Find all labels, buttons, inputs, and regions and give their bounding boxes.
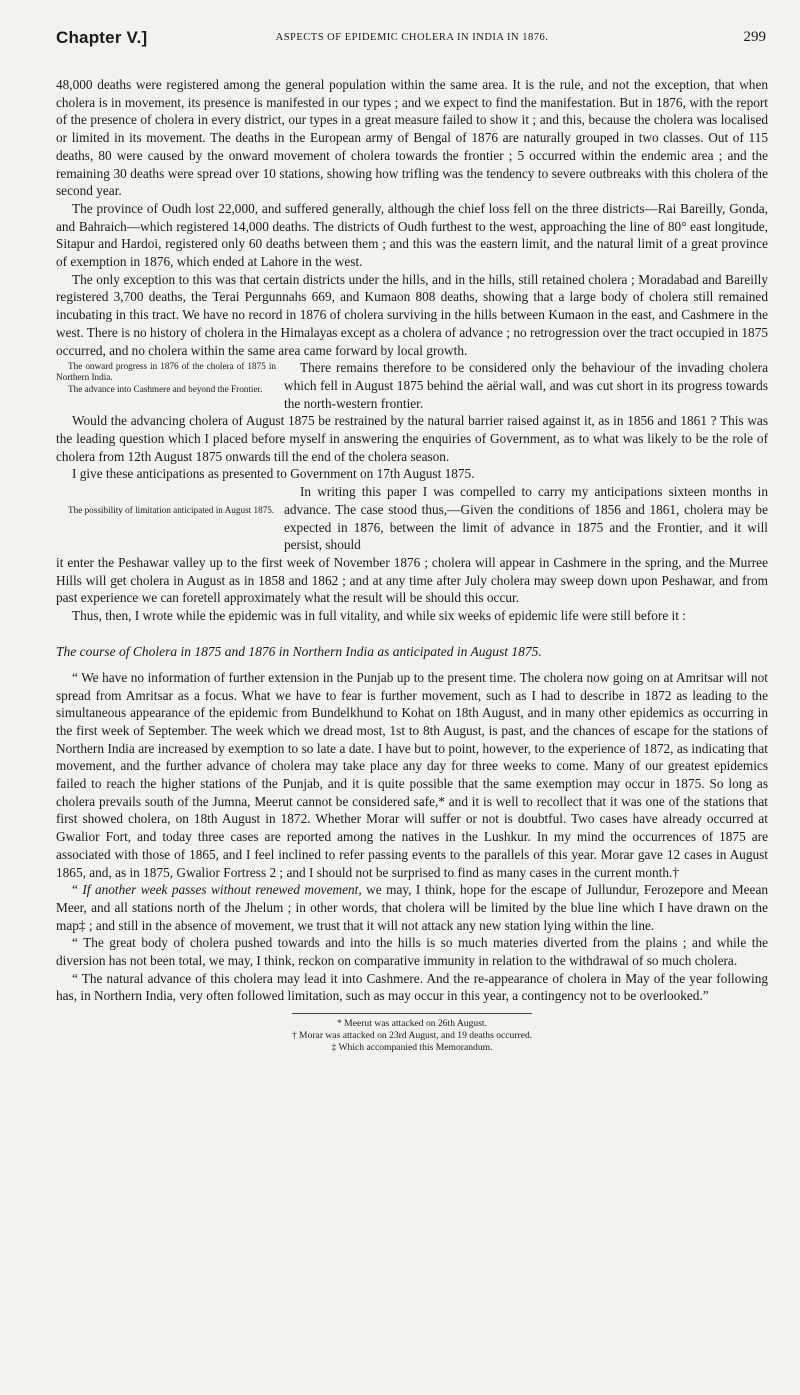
- paragraph: There remains therefore to be considered only the behaviour of the invading cholera which fell in August 1875 behind the aërial wall, and was cut short in its progress towards the north-western frontier.: [284, 360, 768, 411]
- quoted-paragraph: “ We have no information of further extension in the Punjab up to the present time. The cholera now going on at Amritsar will not spread from Amritsar as a focus. What we have to fear is further movement, such as I had to describe in 1872 as leading to the simultaneous appearance of the epidemic from Bundelkhund to Kohat on 18th August, and in many other epidemics as occurring in the first week of September. The week which we dread most, 1st to 8th August, is past, and the chances of escape for the stations of Northern India are increased by exemption to so late a date. I have but to point, however, to the experience of 1872, as indicating that movement, and the further advance of cholera may take place any day for three weeks to come. Many of our greatest epidemics failed to reach the higher stations of the Punjab, and it is quite possible that the same exemption may occur in 1875. So long as cholera prevails south of the Jumna, Meerut cannot be considered safe,* and it is well to recollect that it was one of the stations that first showed cholera, on 18th August in 1872. Whether Morar will suffer or not is doubtful. Two cases have already occurred at Gwalior Fort, and today three cases are reported among the natives in the Lushkur. In my mind the occurrences of 1875 are associated with those of 1865, and I feel inclined to refer passing events to the parallels of this year. Morar gave 12 cases in August 1865, and, as in 1875, Gwalior Fortress 2 ; and I should not be surprised to find as many cases in the current month.†: [56, 669, 768, 880]
- footnote: * Meerut was attacked on 26th August.: [336, 1018, 487, 1030]
- margin-note: [56, 359, 276, 395]
- page-header: [56, 28, 768, 52]
- page-number: 299: [743, 29, 766, 45]
- quoted-paragraph: “ The natural advance of this cholera may lead it into Cashmere. And the re-appearance of cholera in May of the year following has, in Northern India, very often followed limitation, such as may occur in this year, a contingency not to be overlooked.”: [56, 970, 768, 1004]
- paragraph: The only exception to this was that certain districts under the hills, and in the hills, still retained cholera ; Moradabad and Bareilly registered 3,700 deaths, the Terai Pergunnahs 669, and Kumaon 808 deaths, showing that a large body of cholera still remained incubating in this tract. We have no record in 1876 of cholera surviving in the hills between Kumaon in the east, and Cashmere in the west. There is no history of cholera in the Himalayas except as a cholera of advance ; no retrogression over the tract occupied in 1875 occurred, and no cholera within the same area came forward by local growth.: [56, 271, 768, 358]
- margin-note-line: The onward progress in 1876 of the cholera of 1875 in Northern India.: [56, 361, 276, 383]
- margin-note-line: The possibility of limitation anticipated in August 1875.: [68, 505, 275, 516]
- paragraph: Thus, then, I wrote while the epidemic was in full vitality, and while six weeks of epidemic life were still before it :: [72, 608, 686, 624]
- section-caption: The course of Cholera in 1875 and 1876 in Northern India as anticipated in August 1875.: [56, 643, 542, 659]
- book-page: [56, 28, 768, 1054]
- margin-note-block: [56, 483, 768, 554]
- italic-phrase: If another week passes without renewed movement,: [82, 882, 362, 898]
- margin-note-block: [56, 359, 768, 412]
- paragraph: The province of Oudh lost 22,000, and suffered generally, although the chief loss fell on the three districts—Rai Bareilly, Gonda, and Bahraich—which registered 14,000 deaths. The districts of Oudh furthest to the west, approaching the line of 80° east longitude, Sitapur and Hardoi, registered only 60 deaths between them ; and this was the eastern limit, and the natural limit of a great province of exemption in 1876, which ended at Lahore in the west.: [56, 200, 768, 270]
- margin-note-line: The advance into Cashmere and beyond the Frontier.: [68, 383, 263, 394]
- quoted-paragraph: “ The great body of cholera pushed towards and into the hills is so much materies diverted from the plains ; and while the diversion has not been total, we may, I think, reckon on comparative immunity in relation to the withdrawal of so much cholera.: [56, 935, 768, 969]
- paragraph: I give these anticipations as presented to Government on 17th August 1875.: [72, 466, 475, 482]
- paragraph: Would the advancing cholera of August 1875 be restrained by the natural barrier raised against it, as in 1856 and 1861 ? This was the leading question which I placed before myself in answering the enquiries of Government, as to what was likely to be the role of cholera from 12th August 1875 onwards till the end of the cholera season.: [56, 413, 768, 464]
- quote-text: we may, I think, hope for the escape of Jullundur, Ferozepore and Meean Meer, and all stations north of the Jhelum ; in other words, that cholera will be limited by the blue line which I have drawn on the map‡ ; and still in the absence of movement, we trust that it will not attack any new station lying within the line.: [56, 882, 768, 933]
- footnote-divider: [292, 1013, 532, 1014]
- running-title: ASPECTS OF EPIDEMIC CHOLERA IN INDIA IN 1876.: [275, 32, 549, 43]
- quoted-paragraph: [56, 881, 768, 934]
- footnote: ‡ Which accompanied this Memorandum.: [331, 1042, 493, 1054]
- footnote: † Morar was attacked on 23rd August, and 19 deaths occurred.: [291, 1030, 533, 1042]
- paragraph: In writing this paper I was compelled to carry my anticipations sixteen months in advance. The case stood thus,—Given the conditions of 1856 and 1861, cholera may be expected in 1876, between the limit of advance in 1875 and the Frontier, and it will persist, should: [284, 484, 768, 553]
- chapter-label: Chapter V.]: [56, 28, 148, 47]
- paragraph: 48,000 deaths were registered among the general population within the same area. It is the rule, and not the exception, that when cholera is in movement, its presence is manifested in our types ; and we expect to find the manifestation. But in 1876, with the report of the presence of cholera in every district, our types in a great measure failed to show it ; and this, because the cholera was localised or limited in its movement. The deaths in the European army of Bengal of 1876 are naturally grouped in two classes. Out of 115 deaths, 80 were caused by the onward movement of cholera towards the frontier ; 5 occurred within the endemic area ; and the remaining 30 deaths were spread over 10 stations, showing how trifling was the tendency to severe outbreaks with this cholera of the second year.: [56, 77, 768, 199]
- margin-note: [56, 483, 276, 516]
- paragraph: it enter the Peshawar valley up to the first week of November 1876 ; cholera will appear in Cashmere in the spring, and the Murree Hills will get cholera in August as in 1858 and 1862 ; and at any time after July cholera may sweep down upon Peshawar, and from past experience we can foretell approximately what the result will be should this occur.: [56, 554, 768, 606]
- quote-open: “: [72, 882, 83, 898]
